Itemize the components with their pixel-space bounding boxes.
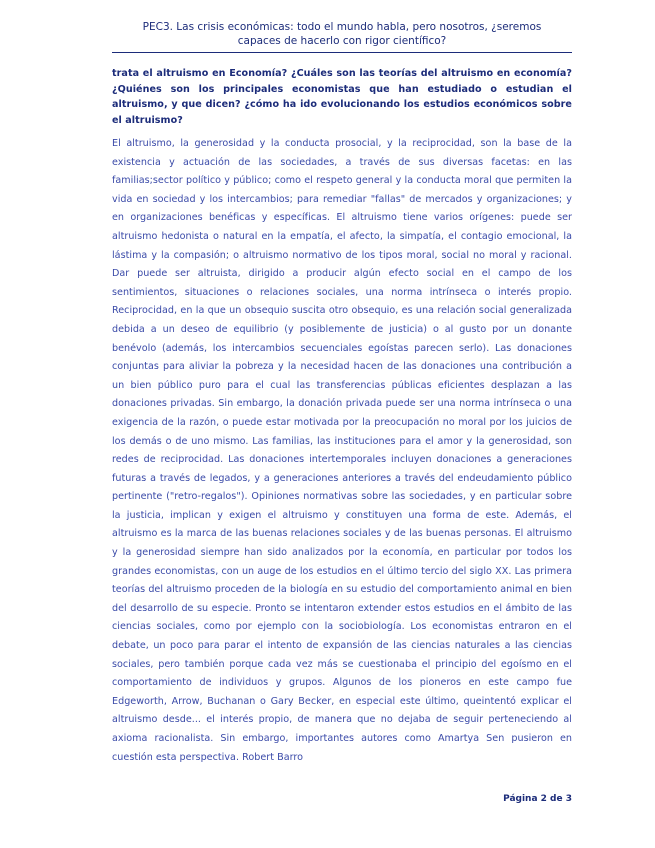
page-number: Página 2 de 3 (503, 794, 572, 804)
body-paragraph: El altruismo, la generosidad y la conducta prosocial, y la reciprocidad, son la base de la existencia y actuación de las sociedades, a través de sus diversas facetas: en las familias;sector político y público; como el respeto general y la conducta moral que permiten la vida en sociedad y los intercambios; para remediar "fallas" de mercados y organizaciones; y en organizaciones benéficas y específicas. El altruismo tiene varios orígenes: puede ser altruismo hedonista o natural en la empatía, el afecto, la simpatía, el contagio emocional, la lástima y la compasión; o altruismo normativo de los tipos moral, social no moral y racional. Dar puede ser altruista, dirigido a producir algún efecto social en el campo de los sentimientos, situaciones o relaciones sociales, una norma intrínseca o interés propio. Reciprocidad, en la que un obsequio suscita otro obsequio, es una relación social generalizada debida a un deseo de equilibrio (y posiblemente de justicia) o al gusto por un donante benévolo (además, los intercambios secuenciales egoístas parecen serlo). Las donaciones conjuntas para aliviar la pobreza y la necesidad hacen de las donaciones una contribución a un bien público puro para el cual las transferencias públicas eficientes desplazan a las donaciones privadas. Sin embargo, la donación privada puede ser una norma intrínseca o una exigencia de la razón, o puede estar motivada por la preocupación no moral por los juicios de los demás o de uno mismo. Las familias, las instituciones para el amor y la generosidad, son redes de reciprocidad. Las donaciones intertemporales incluyen donaciones a generaciones futuras a través de legados, y a generaciones anteriores a través del endeudamiento público pertinente ("retro-regalos"). Opiniones normativas sobre las sociedades, y en particular sobre la justicia, implican y exigen el altruismo y constituyen una forma de este. Además, el altruismo es la marca de las buenas relaciones sociales y de las buenas personas. El altruismo y la generosidad siempre han sido analizados por la economía, en particular por todos los grandes economistas, con un auge de los estudios en el último tercio del siglo XX. Las primera teorías del altruismo proceden de la biología en su estudio del comportamiento animal en bien del desarrollo de su especie. Pronto se intentaron extender estos estudios en el ámbito de las ciencias sociales, como por ejemplo con la sociobiología. Los economistas entraron en el debate, un poco para parar el intento de expansión de las ciencias naturales a las ciencias sociales, pero también porque cada vez más se cuestionaba el principio del egoísmo en el comportamiento de individuos y grupos. Algunos de los pioneros en este campo fue Edgeworth, Arrow, Buchanan o Gary Becker, en especial este último, queintentó explicar el altruismo desde... el interés propio, de manera que no dejaba de seguir perteneciendo al axioma racionalista. Sin embargo, importantes autores como Amartya Sen pusieron en cuestión esta perspectiva. Robert Barro (112, 138, 572, 763)
header-title-line-1: PEC3. Las crisis económicas: todo el mundo habla, pero nosotros, ¿seremos (142, 21, 542, 33)
question-paragraph: trata el altruismo en Economía? ¿Cuáles son las teorías del altruismo en economía? ¿Quiénes son los principales economistas que han estudiado o estudian el altruismo, y que dicen? ¿cómo ha ido evolucionando los estudios económicos sobre el altruismo? (112, 68, 572, 126)
header-title-line-2: capaces de hacerlo con rigor científico? (237, 35, 447, 47)
page-header (112, 20, 572, 53)
